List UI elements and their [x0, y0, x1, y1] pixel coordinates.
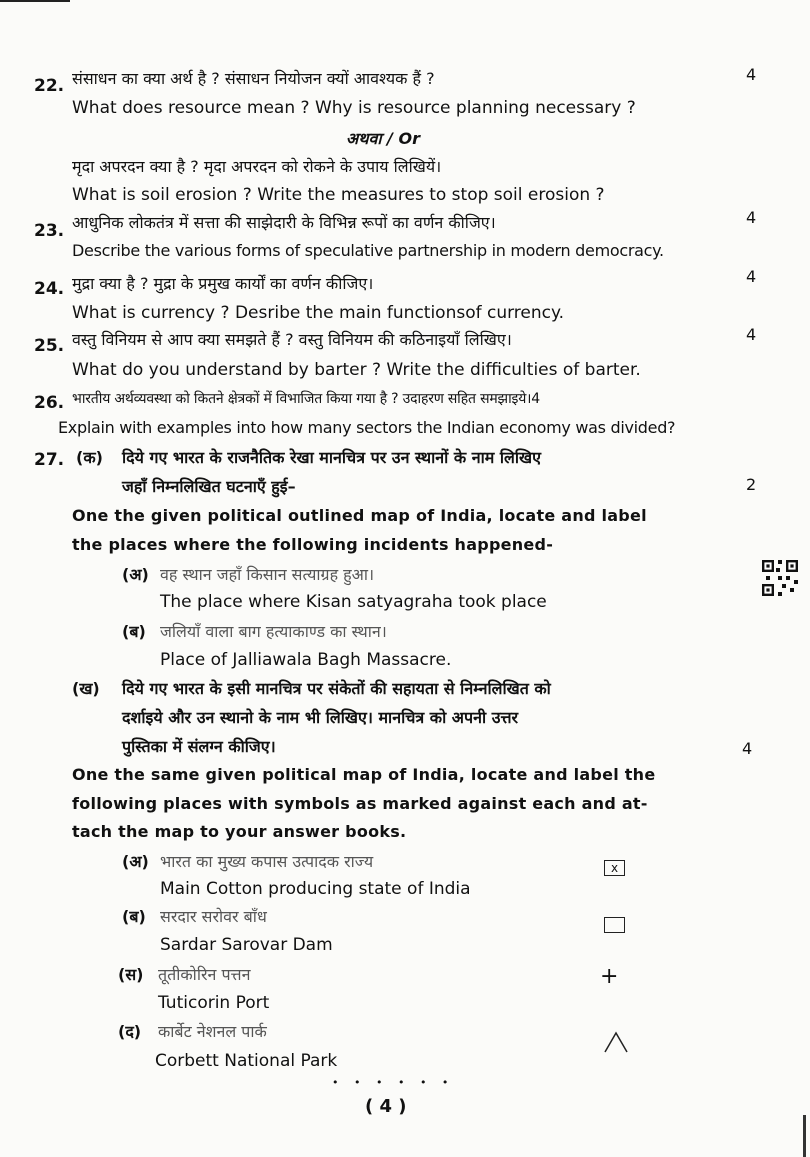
q22-number: 22.	[34, 76, 65, 96]
q27-b-item-3-label: (स)	[118, 965, 144, 984]
q27-b-item-4-english: Corbett National Park	[155, 1051, 338, 1071]
boxed-x-symbol: x	[604, 860, 625, 876]
q25-hindi: वस्तु विनियम से आप क्या समझते हैं ? वस्तु विनियम की कठिनाइयाँ लिखिए।	[72, 330, 512, 349]
q27-a-item-1-hindi: वह स्थान जहाँ किसान सत्याग्रह हुआ।	[160, 565, 375, 584]
q25-english: What do you understand by barter ? Write the difficulties of barter.	[72, 360, 641, 380]
q27-part-b-english-2: following places with symbols as marked against each and at-	[72, 794, 648, 813]
q22-marks: 4	[746, 65, 757, 84]
q25-number: 25.	[34, 336, 65, 356]
q27-part-b-hindi-3: पुस्तिका में संलग्न कीजिए।	[122, 737, 276, 756]
q27-b-item-4-label: (द)	[118, 1022, 142, 1041]
plus-symbol: +	[600, 964, 619, 989]
q22-english-or: What is soil erosion ? Write the measures to stop soil erosion ?	[72, 185, 605, 205]
q27-a-item-1-label: (अ)	[122, 565, 149, 584]
q26-hindi: भारतीय अर्थव्यवस्था को कितने क्षेत्रकों में विभाजित किया गया है ? उदाहरण सहित समझाइये।4	[72, 391, 540, 407]
q27-b-item-2-label: (ब)	[122, 907, 146, 926]
q24-marks: 4	[746, 267, 757, 286]
q27-part-a-english-2: the places where the following incidents happened-	[72, 535, 554, 554]
q27-a-item-1-english: The place where Kisan satyagraha took place	[160, 592, 547, 612]
q27-b-item-2-english: Sardar Sarovar Dam	[160, 935, 333, 955]
q27-a-item-2-hindi: जलियाँ वाला बाग हत्याकाण्ड का स्थान।	[160, 622, 387, 641]
q27-number: 27.	[34, 450, 65, 470]
q27-b-item-1-label: (अ)	[122, 852, 149, 871]
q26-number: 26.	[34, 393, 65, 413]
q27-b-item-4-hindi: कार्बेट नेशनल पार्क	[158, 1022, 267, 1041]
q22-or: अथवा / Or	[346, 129, 420, 148]
q24-number: 24.	[34, 279, 65, 299]
q27-part-b-hindi-2: दर्शाइये और उन स्थानो के नाम भी लिखिए। मानचित्र को अपनी उत्तर	[122, 708, 519, 727]
q27-part-b-label: (ख)	[72, 679, 100, 698]
q23-number: 23.	[34, 221, 65, 241]
q25-marks: 4	[746, 325, 757, 344]
q23-marks: 4	[746, 208, 757, 227]
qr-code-icon	[762, 560, 798, 596]
q27-b-item-2-hindi: सरदार सरोवर बाँध	[160, 907, 267, 926]
q22-english: What does resource mean ? Why is resource planning necessary ?	[72, 98, 636, 118]
top-edge-line	[0, 0, 70, 2]
q27-b-item-3-hindi: तूतीकोरिन पत्तन	[158, 965, 251, 984]
q27-a-item-2-label: (ब)	[122, 622, 146, 641]
q27-part-b-hindi-1: दिये गए भारत के इसी मानचित्र पर संकेतों की सहायता से निम्नलिखित को	[122, 679, 551, 698]
q27-part-a-marks: 2	[746, 475, 757, 494]
right-edge-line	[803, 1115, 806, 1157]
q27-part-b-english-3: tach the map to your answer books.	[72, 822, 407, 841]
q26-english: Explain with examples into how many sectors the Indian economy was divided?	[58, 418, 676, 437]
q23-hindi: आधुनिक लोकतंत्र में सत्ता की साझेदारी के विभिन्न रूपों का वर्णन कीजिए।	[72, 213, 496, 232]
q22-hindi-or: मृदा अपरदन क्या है ? मृदा अपरदन को रोकने के उपाय लिखियें।	[72, 157, 442, 176]
q24-hindi: मुद्रा क्या है ? मुद्रा के प्रमुख कार्यों का वर्णन कीजिए।	[72, 274, 374, 293]
empty-box-symbol	[604, 917, 625, 933]
q22-hindi: संसाधन का क्या अर्थ है ? संसाधन नियोजन क्यों आवश्यक हैं ?	[72, 69, 435, 88]
q27-part-a-english-1: One the given political outlined map of India, locate and label	[72, 506, 647, 525]
q27-b-item-1-english: Main Cotton producing state of India	[160, 879, 471, 899]
q27-part-a-hindi-2: जहाँ निम्नलिखित घटनाएँ हुई–	[122, 477, 296, 496]
q27-a-item-2-english: Place of Jalliawala Bagh Massacre.	[160, 650, 452, 670]
q23-english: Describe the various forms of speculative partnership in modern democracy.	[72, 241, 664, 260]
footer-stars: • • • • • •	[332, 1076, 455, 1089]
q27-b-item-1-hindi: भारत का मुख्य कपास उत्पादक राज्य	[160, 852, 374, 871]
q27-part-b-marks: 4	[742, 739, 753, 758]
q27-part-a-hindi-1: दिये गए भारत के राजनैतिक रेखा मानचित्र पर उन स्थानों के नाम लिखिए	[122, 448, 541, 467]
page-number: ( 4 )	[365, 1096, 407, 1117]
q27-part-a-label: (क)	[76, 448, 103, 467]
q27-b-item-3-english: Tuticorin Port	[158, 993, 270, 1013]
q27-part-b-english-1: One the same given political map of India, locate and label the	[72, 765, 656, 784]
q24-english: What is currency ? Desribe the main functionsof currency.	[72, 303, 565, 323]
caret-symbol-icon	[603, 1030, 629, 1054]
